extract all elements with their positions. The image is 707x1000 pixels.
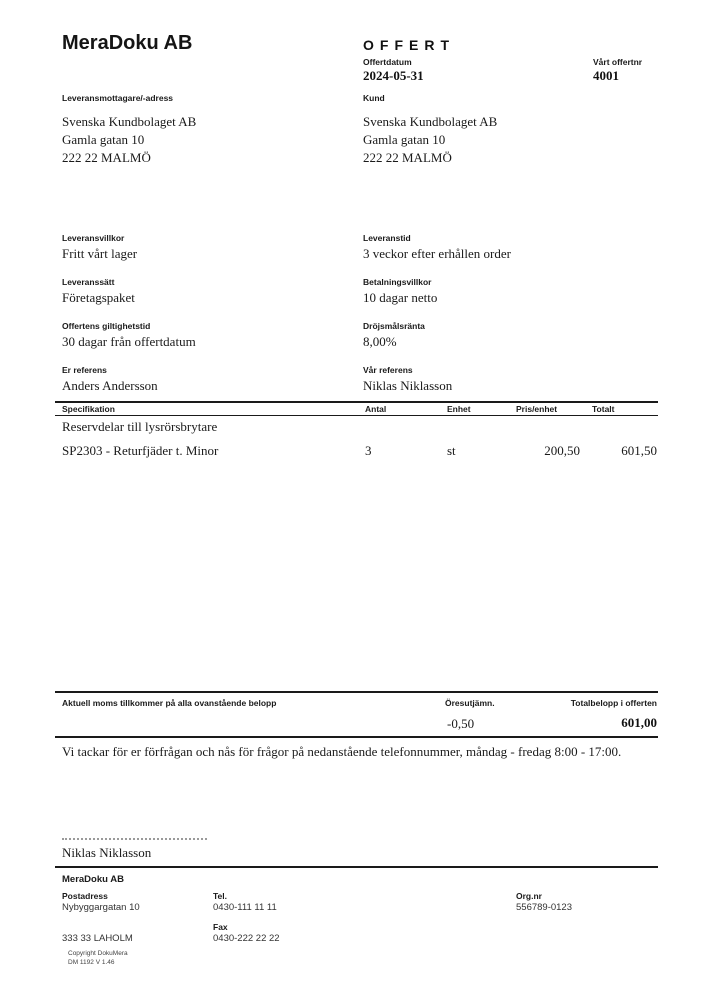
terms-leveranstid [363, 233, 511, 263]
fax-label: Fax [213, 922, 228, 932]
terms-er-referens [62, 365, 196, 395]
terms-giltighetstid [62, 321, 196, 351]
terms-value: 3 veckor efter erhållen order [363, 246, 511, 261]
oresutjamn-label: Öresutjämn. [445, 698, 495, 708]
col-header-specifikation: Specifikation [62, 404, 115, 414]
col-header-antal: Antal [365, 404, 387, 414]
postadress-city: 333 33 LAHOLM [62, 933, 133, 944]
kund-address-block [363, 113, 497, 167]
offertdatum-label: Offertdatum [363, 57, 412, 67]
recipient-address-label: Leveransmottagare/-adress [62, 93, 174, 103]
terms-label: Dröjsmålsränta [363, 321, 425, 331]
terms-label: Er referens [62, 365, 107, 375]
table-top-rule [55, 401, 658, 403]
tel-label: Tel. [213, 891, 228, 901]
terms-label: Vår referens [363, 365, 413, 375]
terms-value: Fritt vårt lager [62, 246, 138, 261]
offertdatum-value: 2024-05-31 [363, 68, 424, 83]
recipient-address-block [62, 113, 196, 167]
cell-specifikation: SP2303 - Returfjäder t. Minor [62, 443, 219, 458]
terms-leveransvillkor [62, 233, 196, 263]
terms-value: 30 dagar från offertdatum [62, 334, 196, 349]
terms-label: Leveransvillkor [62, 233, 125, 243]
terms-value: Niklas Niklasson [363, 378, 453, 393]
cell-enhet: st [447, 443, 456, 458]
terms-var-referens [363, 365, 511, 395]
cell-pris-enhet: 200,50 [544, 443, 580, 458]
terms-label: Offertens giltighetstid [62, 321, 151, 331]
recipient-address-line: 222 22 MALMÖ [62, 150, 151, 165]
terms-label: Leveranstid [363, 233, 411, 243]
signature-dotted-line [62, 838, 207, 840]
terms-betalningsvillkor [363, 277, 511, 307]
kund-address-line: 222 22 MALMÖ [363, 150, 452, 165]
terms-value: 10 dagar netto [363, 290, 438, 305]
signature-name: Niklas Niklasson [62, 845, 152, 860]
terms-value: Anders Andersson [62, 378, 158, 393]
totalbelopp-value: 601,00 [621, 715, 657, 730]
offertnr-label: Vårt offertnr [593, 57, 643, 67]
totalbelopp-label: Totalbelopp i offerten [570, 698, 657, 708]
recipient-address-line: Svenska Kundbolaget AB [62, 114, 197, 129]
postadress-label: Postadress [62, 891, 108, 901]
closing-message: Vi tackar för er förfrågan och nås för frågor på nedanstående telefonnummer, måndag - fredag 8:00 - 17:00. [62, 744, 622, 759]
col-header-totalt: Totalt [592, 404, 615, 414]
terms-value: Företagspaket [62, 290, 135, 305]
terms-label: Leveranssätt [62, 277, 115, 287]
copyright-block [68, 949, 128, 967]
kund-address-line: Svenska Kundbolaget AB [363, 114, 498, 129]
orgnr-value: 556789-0123 [516, 902, 572, 913]
offertnr-value: 4001 [593, 68, 619, 83]
fax-value: 0430-222 22 22 [213, 933, 280, 944]
cell-specifikation: Reservdelar till lysrörsbrytare [62, 419, 218, 434]
cell-antal: 3 [365, 443, 372, 458]
footer-rule [55, 866, 658, 868]
kund-label: Kund [363, 93, 385, 103]
footer-company-name: MeraDoku AB [62, 874, 124, 885]
oresutjamn-value: -0,50 [447, 716, 475, 731]
col-header-enhet: Enhet [447, 404, 471, 414]
copyright-line: Copyright DokuMera [68, 950, 128, 957]
postadress-street: Nybyggargatan 10 [62, 902, 140, 913]
terms-value: 8,00% [363, 334, 397, 349]
cell-totalt: 601,50 [621, 443, 657, 458]
totals-top-rule [55, 691, 658, 693]
totals-bottom-rule [55, 736, 658, 738]
recipient-address-line: Gamla gatan 10 [62, 132, 145, 147]
table-header-rule [55, 415, 658, 416]
tel-value: 0430-111 11 11 [213, 902, 277, 913]
terms-label: Betalningsvillkor [363, 277, 432, 287]
moms-note: Aktuell moms tillkommer på alla ovanstående belopp [62, 698, 277, 708]
sender-company-name: MeraDoku AB [62, 32, 193, 54]
col-header-pris-enhet: Pris/enhet [516, 404, 558, 414]
terms-right-column [363, 233, 511, 409]
kund-address-line: Gamla gatan 10 [363, 132, 446, 147]
terms-drojsmalsranta [363, 321, 511, 351]
terms-leveranssatt [62, 277, 196, 307]
version-line: DM 1192 V 1.46 [68, 959, 115, 966]
document-type-title: OFFERT [363, 37, 455, 53]
terms-left-column [62, 233, 196, 409]
orgnr-label: Org.nr [516, 891, 542, 901]
